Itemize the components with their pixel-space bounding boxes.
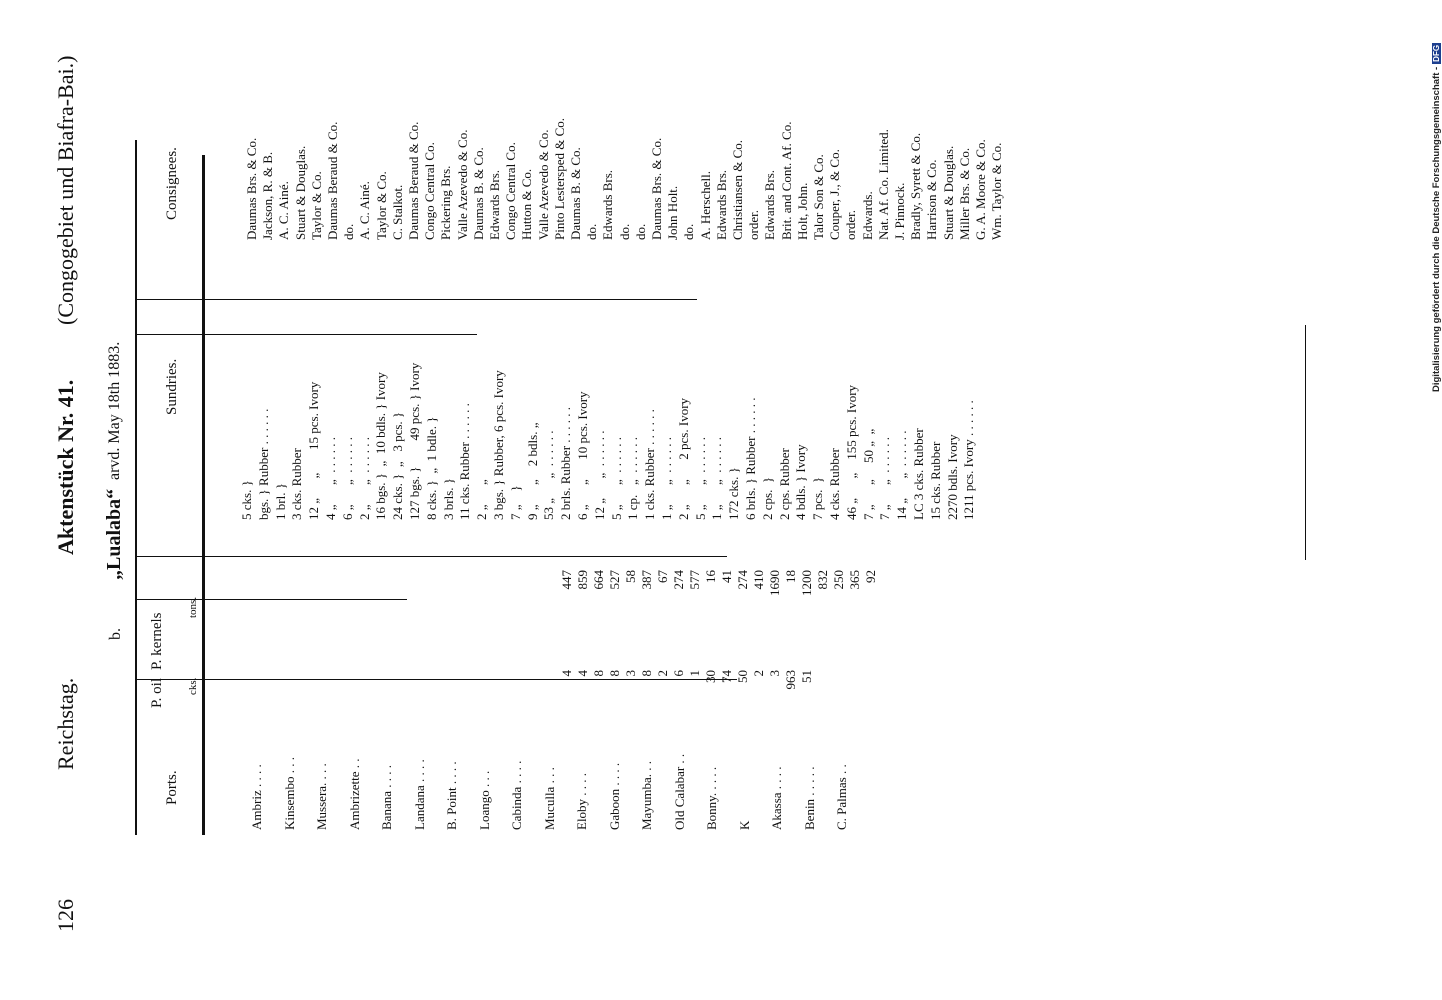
port-name: Gaboon . . . . xyxy=(606,762,622,830)
consignee-name: order. xyxy=(746,210,762,240)
sundries-entry: 4 bdls. } Ivory xyxy=(793,444,809,520)
sundries-entry: 2 „ „ . . . . . . xyxy=(356,436,372,520)
sundries-entry: 5 „ „ . . . . . . xyxy=(692,436,708,520)
port-name: Bonny. . . . . xyxy=(704,766,719,830)
consignee-name: G. A. Moore & Co. xyxy=(973,139,988,240)
consignee-name: Jackson, R. & B. xyxy=(260,151,276,240)
col-header-ports: Ports. xyxy=(164,770,180,805)
p-oil-value: 1 xyxy=(687,670,702,677)
consignee-name: Talor Son & Co. xyxy=(811,154,826,240)
port-name: B. Point . . . . xyxy=(444,761,459,830)
sundries-entry: 3 bgs. } Rubber, 6 pcs. Ivory xyxy=(491,370,506,520)
col-header-consignees: Consignees. xyxy=(164,147,180,220)
sundries-entry: 1 brl. } xyxy=(272,483,288,520)
port-name: Muculla . . . xyxy=(541,767,557,830)
consignee-name: J. Pinnock. xyxy=(892,182,907,240)
consignee-name: Daumas Brs. & Co. xyxy=(649,137,664,240)
sundries-entry: 6 „ „ 10 pcs. Ivory xyxy=(575,391,590,520)
consignee-name: Couper, J., & Co. xyxy=(827,149,843,240)
p-kernels-value: 832 xyxy=(815,570,830,590)
sundries-entry: LC 3 cks. Rubber xyxy=(911,428,926,520)
port-name: Mayumba. . . xyxy=(639,761,654,830)
p-oil-value: 50 xyxy=(735,670,750,683)
consignee-name: do. xyxy=(632,223,648,240)
sundries-entry: 6 „ „ . . . . . . xyxy=(339,436,355,520)
port-name: Ambriz . . . . xyxy=(249,764,264,830)
sundries-entry: bgs. } Rubber . . . . . . xyxy=(255,408,271,520)
p-kernels-value: 365 xyxy=(847,570,862,590)
consignee-name: Pickering Brs. xyxy=(438,165,454,240)
port-name: Landana . . . . xyxy=(411,759,427,830)
consignee-name: C. Stalkot. xyxy=(389,184,405,240)
sundries-entry: 7 „ „ . . . . . . xyxy=(877,436,893,520)
consignee-name: Taylor & Co. xyxy=(373,171,389,240)
consignee-name: Valle Azevedo & Co. xyxy=(454,129,470,240)
p-oil-value: 4 xyxy=(559,670,574,677)
p-kernels-value: 1690 xyxy=(767,570,782,596)
consignee-name: Bradly, Syrett & Co. xyxy=(908,132,924,240)
col-rule-consignees xyxy=(137,299,697,300)
p-kernels-value: 41 xyxy=(719,570,734,583)
port-name: Cabinda . . . . xyxy=(509,760,524,830)
sundries-entry: 1 „ „ . . . . . . xyxy=(709,436,725,520)
sundries-entry: 1 cks. Rubber . . . . . . xyxy=(642,409,658,520)
arrival-date: arvd. May 18th 1883. xyxy=(106,341,123,480)
p-kernels-value: 274 xyxy=(735,570,750,590)
col-header-kernels-tons: tons. xyxy=(187,596,199,618)
consignee-name: Taylor & Co. xyxy=(308,171,324,240)
sundries-entry: 15 cks. Rubber xyxy=(927,441,943,520)
p-kernels-value: 859 xyxy=(575,570,590,590)
consignee-name: Pinto Lestersped & Co. xyxy=(551,117,567,240)
sundries-entry: 7 „ „ 50 „ „ xyxy=(860,428,876,520)
sundries-entry: 5 cks. } xyxy=(239,480,254,520)
consignee-name: Congo Central Co. xyxy=(503,142,519,240)
sundries-entry: 172 cks. } xyxy=(726,467,742,520)
sundries-entry: 46 „ „ 155 pcs. Ivory xyxy=(843,384,859,520)
consignee-name: Edwards Brs. xyxy=(600,169,616,240)
p-oil-value: 2 xyxy=(655,670,670,677)
sundries-entry: 4 cks. Rubber xyxy=(827,448,842,520)
p-oil-value: 51 xyxy=(799,670,814,683)
section-letter: b. xyxy=(107,628,124,640)
p-oil-value: 8 xyxy=(639,670,654,677)
consignee-name: order. xyxy=(843,210,859,240)
p-oil-value: 74 xyxy=(719,670,734,683)
port-name: Benin . . . . . xyxy=(801,766,817,830)
col-header-sundries: Sundries. xyxy=(164,358,180,415)
consignee-name: Brit. and Cont. Af. Co. xyxy=(778,121,794,240)
consignee-name: Daumas Beraud & Co. xyxy=(325,121,340,240)
consignee-name: Stuart & Douglas. xyxy=(292,145,308,240)
p-kernels-value: 447 xyxy=(559,570,574,590)
p-kernels-value: 67 xyxy=(655,570,670,583)
sundries-entry: 7 pcs. } xyxy=(810,476,826,520)
funding-note xyxy=(1431,43,1442,392)
consignee-name: do. xyxy=(341,223,357,240)
consignee-name: do. xyxy=(616,223,632,240)
consignee-name: Stuart & Douglas. xyxy=(940,145,956,240)
sundries-entry: 1211 pcs. Ivory . . . . . . xyxy=(961,400,977,520)
consignee-name: Daumas B. & Co. xyxy=(470,147,486,240)
p-kernels-value: 387 xyxy=(639,570,654,590)
sundries-entry: 1 cp. „ . . . . . . xyxy=(625,436,641,520)
consignee-name: Edwards. xyxy=(859,191,875,240)
port-name: Banana . . . . xyxy=(379,765,394,830)
p-kernels-value: 410 xyxy=(751,570,766,590)
sundries-entry: 3 brls. } xyxy=(440,478,456,520)
sundries-entry: 11 cks. Rubber . . . . . . xyxy=(457,403,473,520)
port-name: K xyxy=(736,820,752,830)
sundries-entry: 2270 bdls. Ivory xyxy=(944,434,960,520)
sundries-entry: 6 brls. } Rubber . . . . . . xyxy=(743,397,758,520)
document-number: Aktenstück Nr. 41. xyxy=(53,379,78,555)
col-rule-kernels xyxy=(137,334,477,335)
sundries-entry: 5 „ „ . . . . . . xyxy=(608,436,624,520)
p-kernels-value: 1200 xyxy=(799,570,814,596)
consignee-name: John Holt. xyxy=(665,185,681,240)
port-name: Old Calabar . . xyxy=(671,753,687,830)
funding-text: Digitalisierung gefördert durch die Deutsche Forschungsgemeinschaft - xyxy=(1431,66,1442,392)
p-kernels-value: 577 xyxy=(687,570,702,590)
consignee-name: Valle Azevedo & Co. xyxy=(535,129,551,240)
ship-name: „Lualaba“ xyxy=(103,488,125,580)
col-rule-oil xyxy=(137,556,727,557)
sundries-entry: 4 „ „ . . . . . . xyxy=(323,436,338,520)
consignee-name: Edwards Brs. xyxy=(487,169,502,240)
dfg-logo: DFG xyxy=(1432,44,1441,62)
consignee-name: A. C. Ainé. xyxy=(357,181,373,240)
p-kernels-value: 527 xyxy=(607,570,622,590)
sundries-entry: 2 brls. Rubber . . . . . . xyxy=(558,406,574,520)
consignee-name: Edwards Brs. xyxy=(762,169,778,240)
port-name: Loango . . . xyxy=(476,770,492,830)
sundries-entry: 2 „ „ 2 pcs. Ivory xyxy=(675,397,691,520)
consignee-name: Wm. Taylor & Co. xyxy=(989,142,1005,240)
port-name: Eloby . . . . xyxy=(574,772,589,830)
port-name: Kinsembo . . . xyxy=(281,757,297,830)
sundries-entry: 9 „ „ 2 bdls. „ xyxy=(524,422,540,520)
sundries-entry: 2 cps. Rubber xyxy=(776,448,792,520)
sundries-entry: 7 „ } xyxy=(507,485,523,520)
consignee-name: A. C. Ainé. xyxy=(276,181,292,240)
consignee-name: Edwards Brs. xyxy=(713,169,729,240)
sundries-entry: 2 „ „ xyxy=(474,479,490,520)
p-oil-value: 2 xyxy=(751,670,766,677)
sundries-entry: 1 „ „ . . . . . . xyxy=(659,436,674,520)
port-name: Akassa . . . . xyxy=(769,766,784,830)
sundries-entry: 14 „ „ . . . . . . xyxy=(894,430,910,520)
col-rule-sundries xyxy=(137,599,407,600)
p-oil-value: 4 xyxy=(575,670,590,677)
consignee-name: do. xyxy=(681,223,697,240)
consignee-name: do. xyxy=(584,223,600,240)
sundries-entry: 2 cps. } xyxy=(759,476,775,520)
p-kernels-value: 92 xyxy=(863,570,878,583)
consignee-name: Miller Brs. & Co. xyxy=(956,147,972,240)
consignee-name: Daumas B. & Co. xyxy=(568,147,583,240)
p-oil-value: 8 xyxy=(607,670,622,677)
consignee-name: A. Herschell. xyxy=(697,171,713,240)
p-kernels-value: 16 xyxy=(703,570,718,583)
consignee-name: Daumas Brs. & Co. xyxy=(244,137,259,240)
p-oil-value: 3 xyxy=(623,670,638,677)
sundries-entry: 12 „ „ 15 pcs. Ivory xyxy=(306,381,322,520)
sundries-entry: 8 cks. } „ 1 bdle. } xyxy=(423,416,439,520)
consignee-name: Holt, John. xyxy=(794,182,810,240)
col-header-p-oil-unit: cks. xyxy=(187,677,199,695)
col-header-p-oil: P. oil xyxy=(149,677,165,708)
table-bottom-rule xyxy=(1305,325,1306,560)
consignee-name: Congo Central Co. xyxy=(422,142,438,240)
sundries-entry: 24 cks. } „ 3 pcs. } xyxy=(390,411,406,520)
page-number: 126 xyxy=(53,899,78,932)
consignee-name: Daumas Beraud & Co. xyxy=(406,121,421,240)
p-oil-value: 963 xyxy=(783,670,798,690)
consignee-name: Harrison & Co. xyxy=(924,159,940,240)
p-oil-value: 3 xyxy=(767,670,782,677)
p-kernels-value: 664 xyxy=(591,570,606,590)
sundries-entry: 12 „ „ . . . . . . xyxy=(591,430,607,520)
publication-title: Reichstag. xyxy=(53,677,78,770)
consignee-name: Nat. Af. Co. Limited. xyxy=(875,129,891,240)
p-kernels-value: 58 xyxy=(623,570,638,583)
port-name: C. Palmas . . xyxy=(834,764,849,830)
table-header-rule xyxy=(202,155,205,835)
table-top-rule xyxy=(135,140,137,835)
funding-sidebar xyxy=(1409,0,1442,1000)
sundries-entry: 53 „ „ . . . . . . xyxy=(541,430,557,520)
p-oil-value: 30 xyxy=(703,670,718,683)
port-name: Mussera. . . . xyxy=(314,763,329,830)
sundries-entry: 3 cks. Rubber xyxy=(289,448,305,520)
port-name: Ambrizette . . xyxy=(346,758,362,830)
p-kernels-value: 250 xyxy=(831,570,846,590)
p-kernels-value: 274 xyxy=(671,570,686,590)
region-title: (Congogebiet und Biafra-Bai.) xyxy=(53,55,78,325)
p-oil-value: 6 xyxy=(671,670,686,677)
p-kernels-value: 18 xyxy=(783,570,798,583)
consignee-name: Christiansen & Co. xyxy=(730,139,745,240)
sundries-entry: 16 bgs. } „ 10 bdls. } Ivory xyxy=(373,372,389,520)
consignee-name: Hutton & Co. xyxy=(519,168,535,240)
sundries-entry: 127 bgs. } 49 pcs. } Ivory xyxy=(407,362,422,520)
col-header-p-kernels: P. kernels xyxy=(149,612,165,670)
p-oil-value: 8 xyxy=(591,670,606,677)
